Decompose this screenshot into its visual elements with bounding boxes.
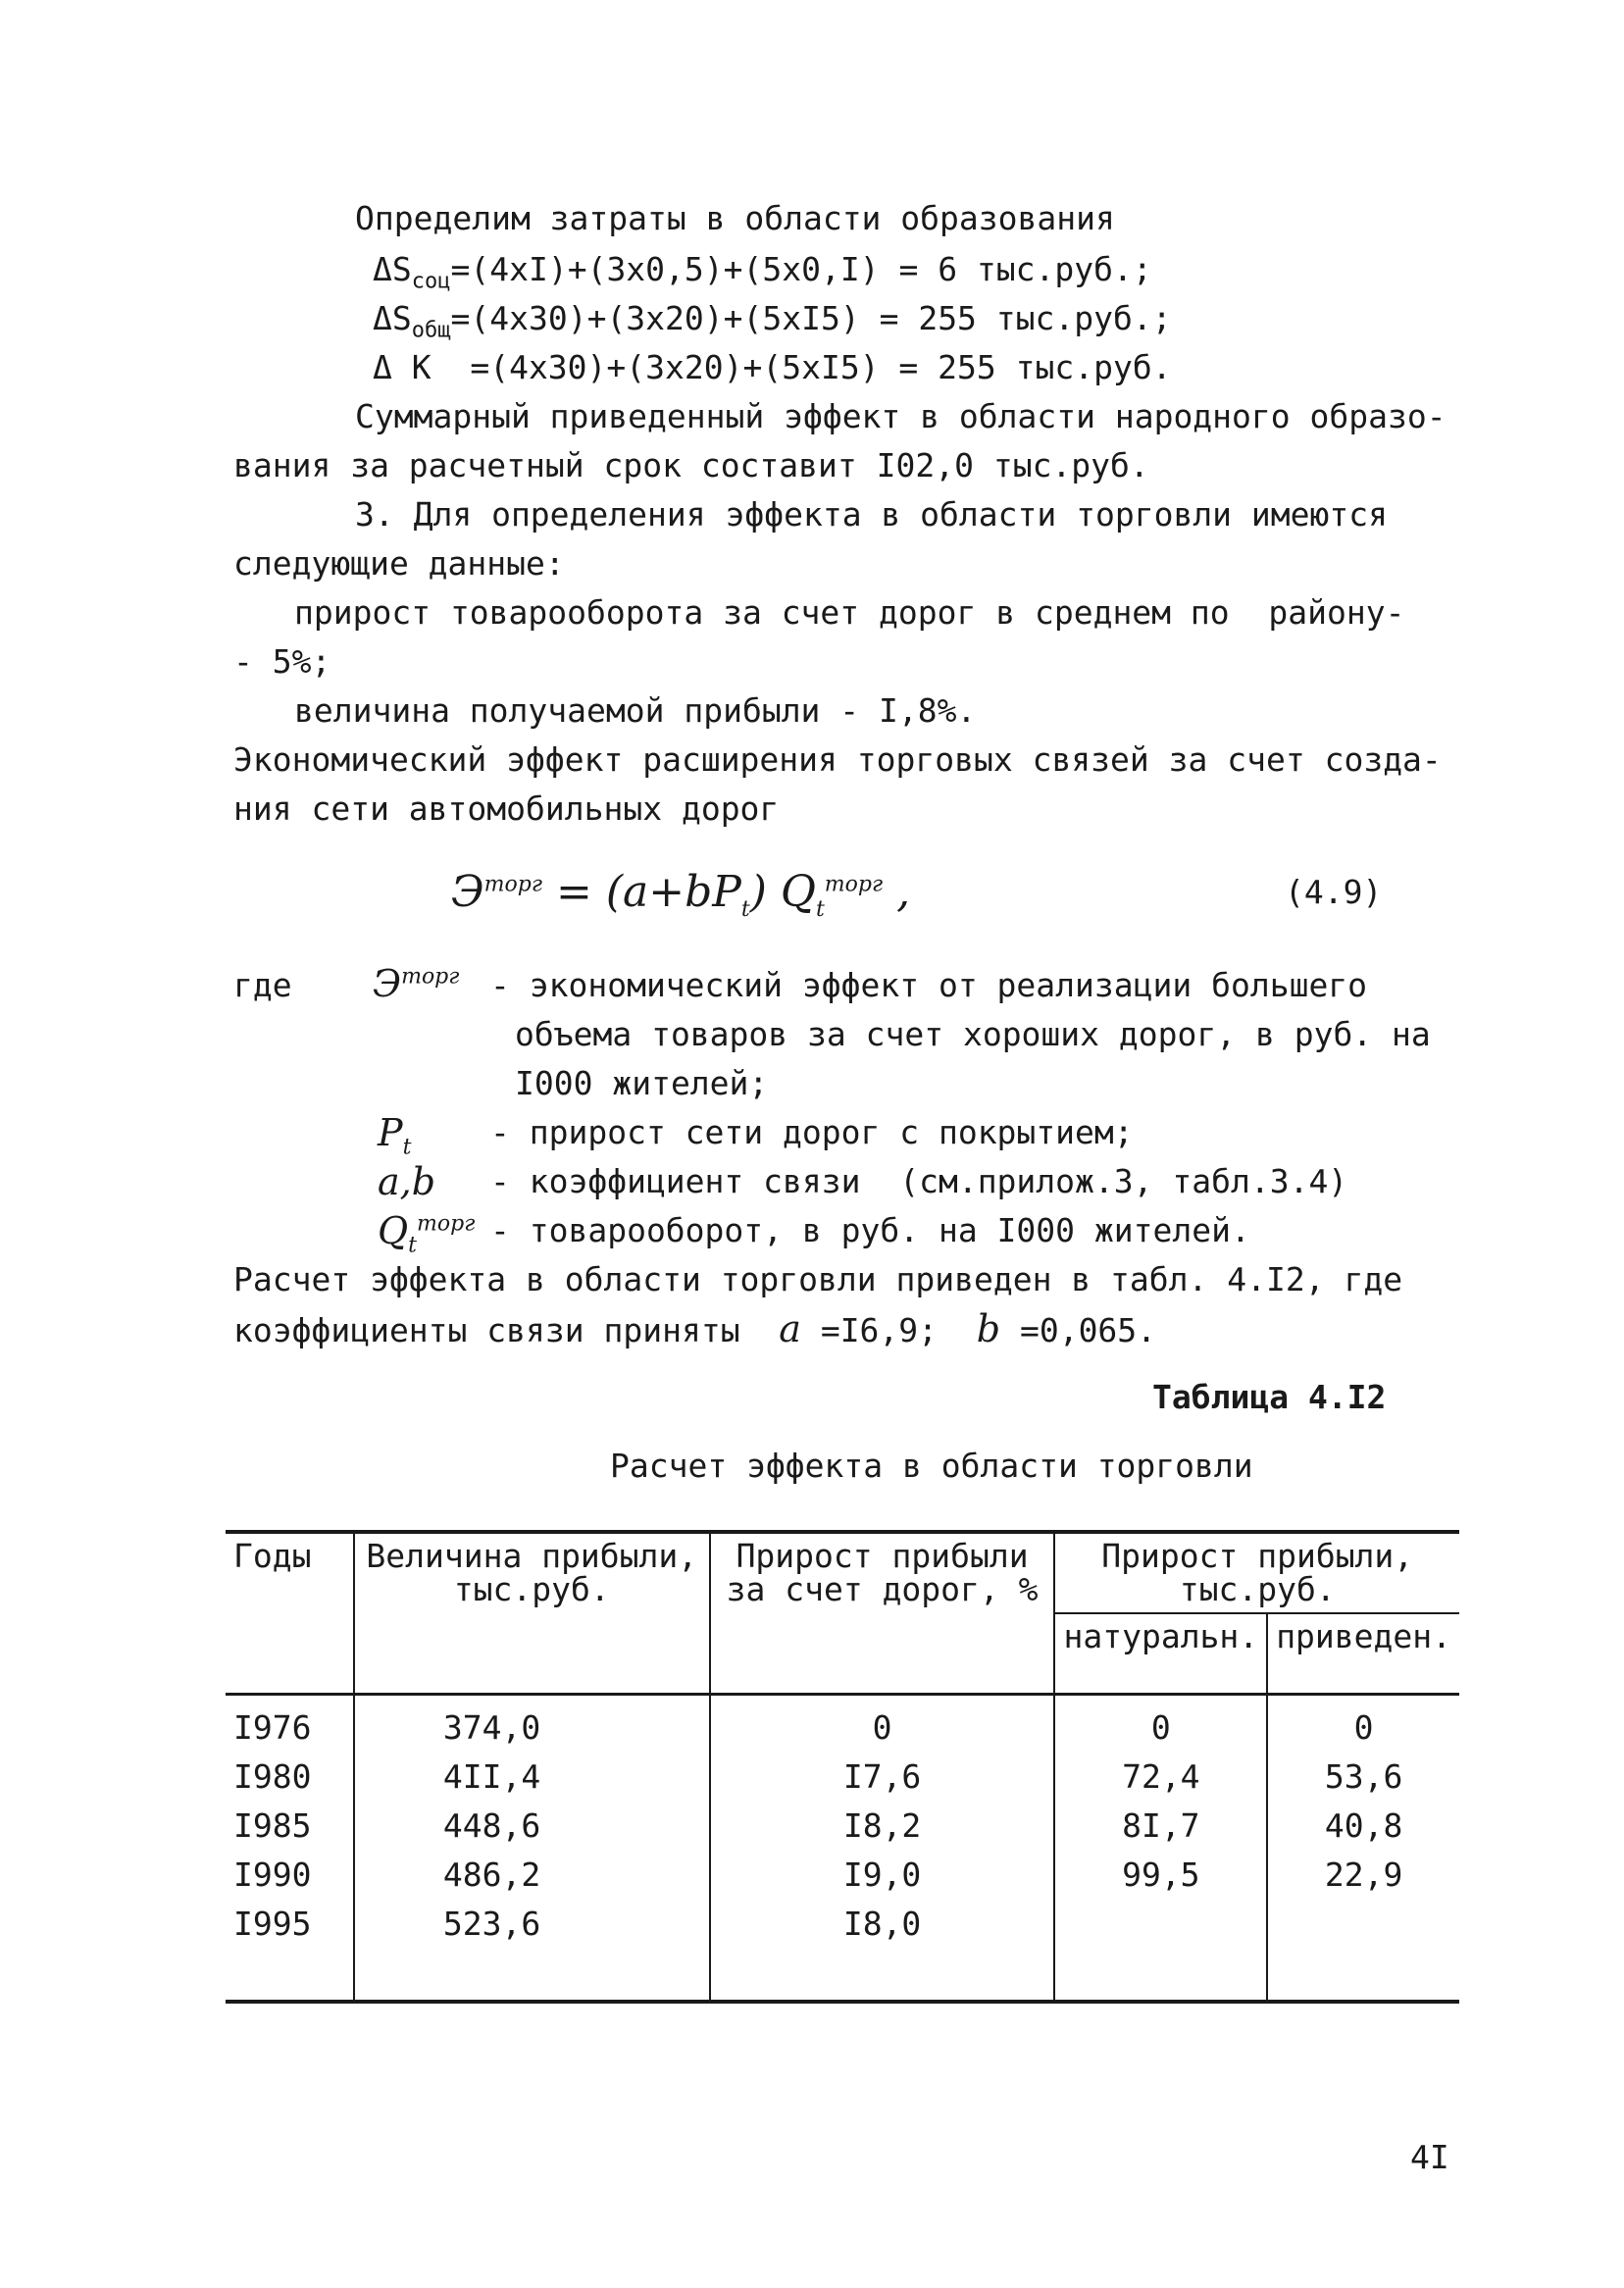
col-header-profit: Величина прибыли, тыс.руб. — [354, 1532, 710, 1695]
formula-subscript: соц — [411, 269, 451, 294]
def-effect-1: - экономический эффект от реализации большего — [490, 966, 1368, 1004]
paragraph-economic-effect-1: Экономический эффект расширения торговых связей за счет созда- — [233, 740, 1442, 779]
equation-subscript: t — [740, 896, 750, 922]
table-row — [226, 1851, 1459, 1900]
cell-profit: 523,6 — [354, 1900, 710, 2002]
formula-capital: Δ K =(4x30)+(3x20)+(5xI5) = 255 тыс.руб. — [373, 348, 1172, 386]
equation-body: = (a+bP — [541, 867, 741, 917]
text-fragment: коэффициенты связи приняты — [233, 1311, 780, 1349]
page-number: 4I — [1410, 2138, 1449, 2176]
formula-body: =(4xI)+(3x0,5)+(5x0,I) = 6 тыс.руб.; — [450, 250, 1152, 288]
cell-pct: 0 — [710, 1695, 1055, 1754]
col-header-growth-pct: Прирост прибыли за счет дорог, % — [710, 1532, 1055, 1695]
equation-superscript: торг — [824, 872, 884, 897]
paragraph-trade-intro-2: следующие данные: — [233, 544, 565, 583]
text-fragment: =0,065. — [1000, 1311, 1157, 1349]
paragraph-turnover-2: - 5%; — [233, 642, 331, 681]
paragraph-calc-1: Расчет эффекта в области торговли приведен в табл. 4.I2, где — [233, 1260, 1403, 1298]
def-coefficient: - коэффициент связи (см.прилож.3, табл.3.4) — [490, 1162, 1348, 1200]
cell-reduced: 40,8 — [1267, 1802, 1459, 1851]
cell-natural: 0 — [1054, 1695, 1267, 1754]
equation-superscript: торг — [483, 872, 542, 897]
cell-year: I985 — [233, 1806, 312, 1845]
def-subscript: t — [402, 1135, 412, 1160]
coef-a-symbol: a — [779, 1307, 801, 1350]
cell-reduced: 0 — [1267, 1695, 1459, 1754]
paragraph-profit: величина получаемой прибыли - I,8%. — [294, 691, 977, 730]
cell-natural: 8I,7 — [1054, 1802, 1267, 1851]
cell-pct: I8,2 — [710, 1802, 1055, 1851]
paragraph-economic-effect-2: ния сети автомобильных дорог — [233, 789, 780, 828]
cell-profit: 448,6 — [354, 1802, 710, 1851]
text-fragment: =I6,9; — [800, 1311, 977, 1349]
trade-effect-table — [226, 1530, 1459, 2004]
equation-number: (4.9) — [1285, 873, 1383, 911]
table-row — [226, 1695, 1459, 1754]
def-symbol: Э — [373, 962, 402, 1005]
def-symbol-q — [378, 1206, 476, 1258]
equation-4-9 — [451, 863, 910, 922]
cell-natural — [1054, 1900, 1267, 2002]
def-symbol-ab: a,b — [378, 1160, 436, 1203]
where-label: где — [233, 966, 292, 1004]
def-superscript: торг — [401, 964, 460, 990]
formula-symbol: ΔS — [373, 250, 412, 288]
formula-general-costs — [373, 294, 1172, 343]
cell-pct: I8,0 — [710, 1900, 1055, 2002]
col-header-growth-abs: Прирост прибыли, тыс.руб. — [1054, 1532, 1459, 1613]
def-symbol-effect — [373, 959, 459, 1008]
cell-year: I990 — [233, 1856, 312, 1894]
def-turnover: - товарооборот, в руб. на I000 жителей. — [490, 1211, 1250, 1249]
col-header-natural: натуральн. — [1054, 1613, 1267, 1695]
formula-symbol: ΔS — [373, 299, 412, 337]
paragraph-calc-2 — [233, 1304, 1156, 1355]
cell-reduced: 22,9 — [1267, 1851, 1459, 1900]
table-row — [226, 1802, 1459, 1851]
table-label: Таблица 4.I2 — [1152, 1378, 1387, 1416]
paragraph-turnover-1: прирост товарооборота за счет дорог в среднем по району- — [294, 593, 1405, 632]
def-effect-3: I000 жителей; — [515, 1064, 769, 1102]
cell-reduced: 53,6 — [1267, 1753, 1459, 1802]
cell-pct: I7,6 — [710, 1753, 1055, 1802]
equation-body: , — [883, 867, 911, 917]
table-title: Расчет эффекта в области торговли — [610, 1447, 1253, 1485]
equation-body: ) Q — [749, 867, 816, 917]
coef-b-symbol: b — [976, 1307, 1001, 1350]
def-road-growth: - прирост сети дорог с покрытием; — [490, 1113, 1134, 1151]
paragraph-trade-intro-1: 3. Для определения эффекта в области торговли имеются — [355, 495, 1388, 534]
def-subscript: t — [408, 1233, 417, 1258]
cell-natural: 72,4 — [1054, 1753, 1267, 1802]
cell-natural: 99,5 — [1054, 1851, 1267, 1900]
formula-subscript: общ — [411, 318, 451, 343]
table-row — [226, 1753, 1459, 1802]
col-header-reduced: приведен. — [1267, 1613, 1459, 1695]
def-symbol: Q — [378, 1209, 409, 1252]
cell-profit: 374,0 — [354, 1695, 710, 1754]
cell-year: I980 — [233, 1757, 312, 1796]
cell-pct: I9,0 — [710, 1851, 1055, 1900]
def-symbol-pt — [378, 1108, 412, 1160]
cell-year: I976 — [226, 1695, 354, 1754]
formula-social-costs — [373, 245, 1152, 294]
paragraph-total-effect-2: вания за расчетный срок составит I02,0 тыс.руб. — [233, 446, 1149, 484]
def-symbol: P — [378, 1111, 403, 1154]
table-row — [226, 1900, 1459, 2002]
cell-profit: 486,2 — [354, 1851, 710, 1900]
def-superscript: торг — [417, 1211, 476, 1237]
cell-profit: 4II,4 — [354, 1753, 710, 1802]
equation-symbol: Э — [451, 867, 484, 917]
heading-education-costs: Определим затраты в области образования — [355, 199, 1115, 237]
cell-year: I995 — [226, 1900, 354, 2002]
cell-reduced — [1267, 1900, 1459, 2002]
col-header-year: Годы — [226, 1532, 354, 1695]
paragraph-total-effect-1: Суммарный приведенный эффект в области народного образо- — [355, 397, 1446, 435]
equation-subscript: t — [815, 896, 825, 922]
def-effect-2: объема товаров за счет хороших дорог, в руб. на — [515, 1015, 1431, 1053]
formula-body: =(4x30)+(3x20)+(5xI5) = 255 тыс.руб.; — [450, 299, 1172, 337]
